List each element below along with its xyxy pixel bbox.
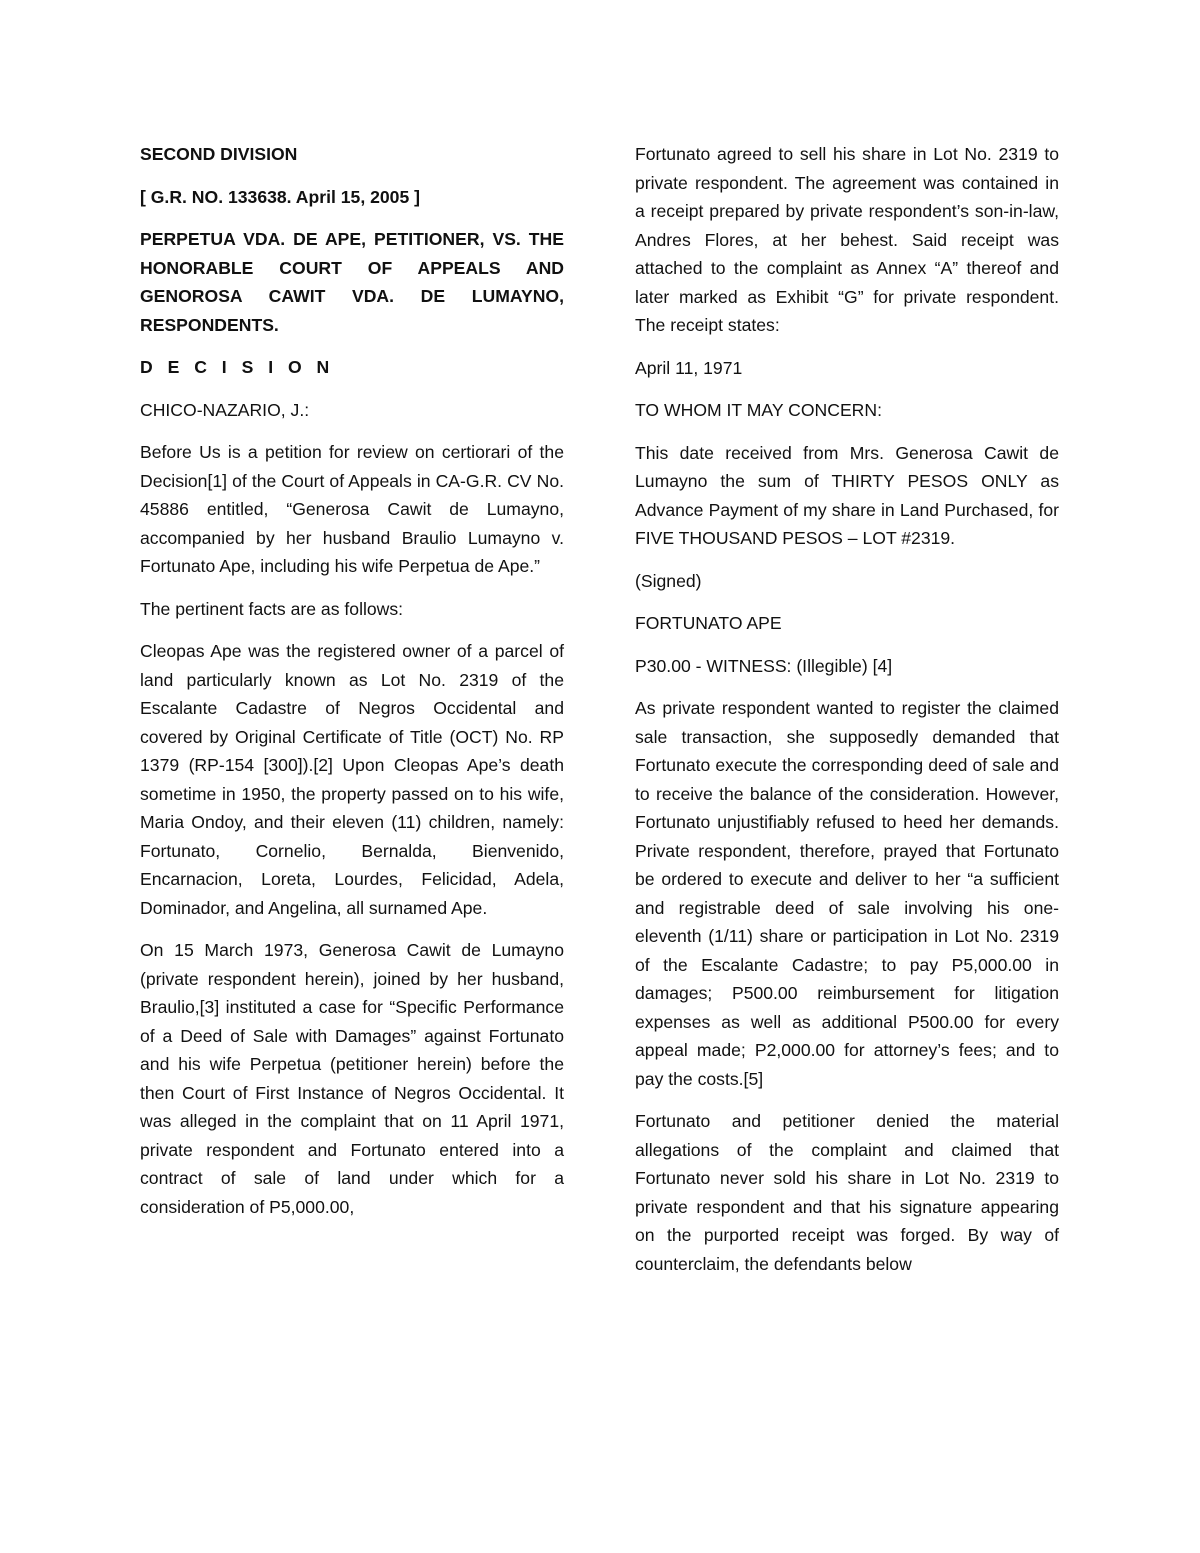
case-title-parties: PERPETUA VDA. DE APE, PETITIONER, VS. THE HONORABLE COURT OF APPEALS AND GENOROSA CAWIT VDA. DE LUMAYNO, RESPONDENTS. [140,229,564,335]
body-paragraph: On 15 March 1973, Generosa Cawit de Lumayno (private respondent herein), joined by her husband, Braulio,[3] instituted a case for “Specific Performance of a Deed of Sale with Damages” against Fortunato and his wife Perpetua (petitioner herein) before the then Court of First Instance of Negros Occidental. It was alleged in the complaint that on 11 April 1971, private respondent and Fortunato entered into a contract of sale of land under which for a consideration of P5,000.00, [140,940,564,1217]
body-paragraph: Before Us is a petition for review on certiorari of the Decision[1] of the Court of Appeals in CA-G.R. CV No. 45886 entitled, “Generosa Cawit de Lumayno, accompanied by her husband Braulio Lumayno v. Fortunato Ape, including his wife Perpetua de Ape.” [140,442,564,576]
body-paragraph: Fortunato and petitioner denied the material allegations of the complaint and claimed that Fortunato never sold his share in Lot No. 2319 to private respondent and that his signature appearing on the purported receipt was forged. By way of counterclaim, the defendants below [635,1111,1059,1274]
right-column [635,140,1059,1292]
body-paragraph: As private respondent wanted to register the claimed sale transaction, she supposedly demanded that Fortunato execute the corresponding deed of sale and to receive the balance of the consideration. However, Fortunato unjustifiably refused to heed her demands. Private respondent, therefore, prayed that Fortunato be ordered to execute and deliver to her “a sufficient and registrable deed of sale involving his one-eleventh (1/11) share or participation in Lot No. 2319 of the Escalante Cadastre; to pay P5,000.00 in damages; P500.00 reimbursement for litigation expenses as well as additional P500.00 for every appeal made; P2,000.00 for attorney’s fees; and to pay the costs.[5] [635,698,1059,1089]
case-number: [ G.R. NO. 133638. April 15, 2005 ] [140,186,420,207]
receipt-signed: (Signed) [635,570,702,591]
receipt-date: April 11, 1971 [635,357,743,378]
receipt-signatory: FORTUNATO APE [635,613,782,633]
left-column [140,140,564,1235]
division-heading: SECOND DIVISION [140,144,298,164]
body-paragraph: The pertinent facts are as follows: [140,598,404,619]
receipt-witness: P30.00 - WITNESS: (Illegible) [4] [635,655,893,676]
decision-heading: D E C I S I O N [140,357,335,377]
body-paragraph: Fortunato agreed to sell his share in Lot No. 2319 to private respondent. The agreement was contained in a receipt prepared by private respondent’s son-in-law, Andres Flores, at her behest. Said receipt was attached to the complaint as Annex “A” thereof and later marked as Exhibit “G” for private respondent. The receipt states: [635,144,1059,335]
receipt-body: This date received from Mrs. Generosa Cawit de Lumayno the sum of THIRTY PESOS ONLY as Advance Payment of my share in Land Purchased, for FIVE THOUSAND PESOS – LOT #2319. [635,442,1059,548]
body-paragraph: Cleopas Ape was the registered owner of a parcel of land particularly known as Lot No. 2319 of the Escalante Cadastre of Negros Occidental and covered by Original Certificate of Title (OCT) No. RP 1379 (RP-154 [300]).[2] Upon Cleopas Ape’s death sometime in 1950, the property passed on to his wife, Maria Ondoy, and their eleven (11) children, namely: Fortunato, Cornelio, Bernalda, Bienvenido, Encarnacion, Loreta, Lourdes, Felicidad, Adela, Dominador, and Angelina, all surnamed Ape. [140,641,564,918]
ponente: CHICO-NAZARIO, J.: [140,399,310,420]
receipt-salutation: TO WHOM IT MAY CONCERN: [635,400,882,420]
